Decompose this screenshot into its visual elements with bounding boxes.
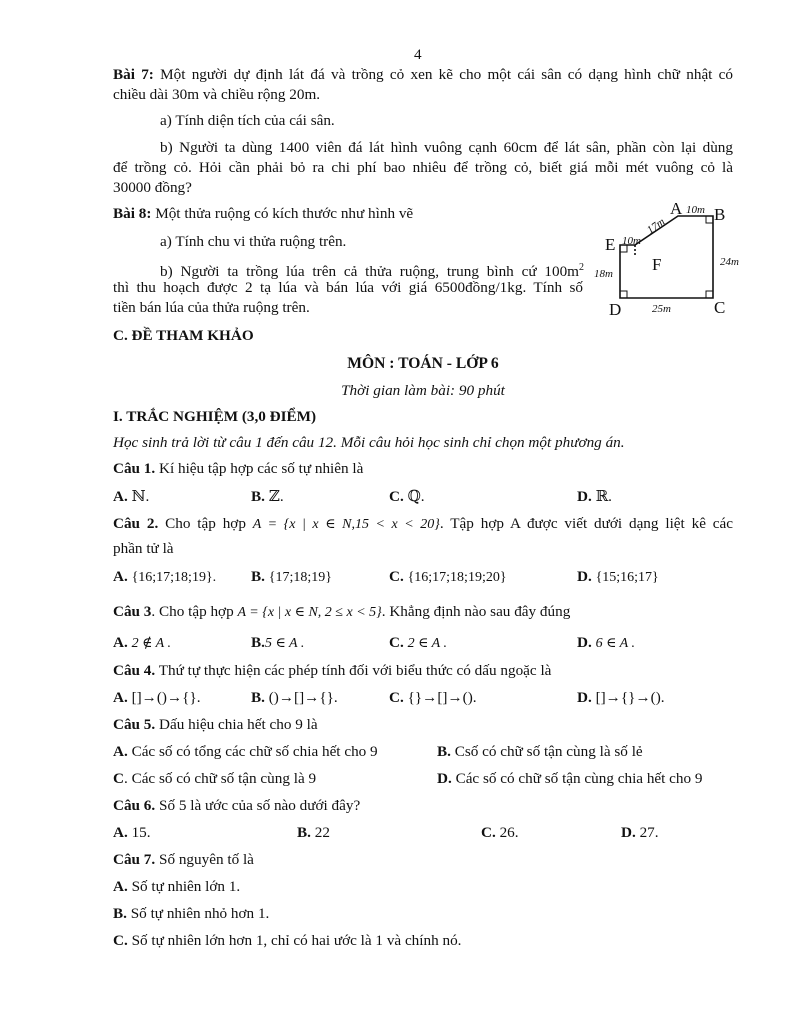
bai7-text-1: Một người dự định lát đá và trồng cỏ xen kẽ cho một cái sân có dạng hình chữ nhật có: [160, 66, 733, 83]
q3-text-pre: . Cho tập hợp: [151, 603, 234, 620]
q4-d-text: []→{}→().: [595, 689, 665, 706]
q2-text-post: . Tập hợp A được viết dưới dạng liệt kê các: [439, 515, 734, 532]
corner-b: [706, 216, 713, 223]
q6-text: Số 5 là ước của số nào dưới đây?: [159, 797, 361, 814]
bai7-label: Bài 7:: [113, 66, 154, 83]
q7-stem: [113, 851, 254, 869]
q3-d-text: 6 ∈ A .: [595, 636, 635, 651]
q4-c-label: C.: [389, 689, 404, 706]
q6-option-b: [297, 824, 330, 842]
q7-label: Câu 7.: [113, 851, 156, 868]
q4-option-d: [577, 689, 665, 707]
bai8-b-2: thì thu hoạch được 2 tạ lúa và bán lúa với giá 6500đồng/1kg. Tính số: [113, 279, 583, 296]
q6-d-text: 27.: [639, 824, 659, 841]
q1-d-label: D.: [577, 488, 592, 505]
point-e: E: [605, 235, 616, 254]
bai8-b-1: [160, 259, 584, 281]
q1-d-text: ℝ.: [595, 488, 612, 505]
q4-option-c: [389, 689, 477, 707]
point-a: A: [670, 199, 683, 218]
q7-option-b: [113, 905, 269, 923]
q3-option-a: [113, 634, 171, 653]
q2-option-c: [389, 568, 507, 587]
q6-option-d: [621, 824, 659, 842]
q6-c-label: C.: [481, 824, 496, 841]
corner-c: [706, 291, 713, 298]
q1-label: Câu 1.: [113, 460, 156, 477]
bai7-b-3: 30000 đồng?: [113, 179, 192, 196]
q4-a-label: A.: [113, 689, 128, 706]
q7-b-label: B.: [113, 905, 127, 922]
q6-stem: [113, 797, 360, 815]
bai8-b-3: tiền bán lúa của thửa ruộng trên.: [113, 299, 310, 316]
page-number: 4: [414, 46, 422, 63]
q2-a-text: {16;17;18;19}.: [131, 570, 217, 585]
q7-option-a: [113, 878, 240, 896]
q2-d-text: {15;16;17}: [595, 570, 659, 585]
q1-option-a: [113, 488, 149, 506]
q3-a-label: A.: [113, 634, 128, 651]
label-dc: 25m: [652, 303, 671, 315]
q4-a-text: []→()→{}.: [131, 689, 201, 706]
q7-a-text: Số tự nhiên lớn 1.: [131, 878, 241, 895]
point-c: C: [714, 298, 726, 317]
q5-b-text: Csố có chữ số tận cùng là số lẻ: [454, 743, 643, 760]
q5-option-d: [437, 770, 703, 788]
q3-d-label: D.: [577, 634, 592, 651]
q3-option-d: [577, 634, 635, 653]
q1-a-text: ℕ.: [131, 488, 150, 505]
label-bc: 24m: [720, 256, 739, 268]
q6-b-text: 22: [314, 824, 330, 841]
point-d: D: [609, 300, 622, 319]
q1-text: Kí hiệu tập hợp các số tự nhiên là: [159, 460, 364, 477]
field-outline: [620, 216, 713, 298]
q5-d-text: Các số có chữ số tận cùng chia hết cho 9: [455, 770, 703, 787]
bai8-b-1-sup: 2: [579, 262, 584, 273]
q2-option-a: [113, 568, 216, 587]
q4-label: Câu 4.: [113, 662, 156, 679]
bai7-a: a) Tính diện tích của cái sân.: [160, 112, 335, 129]
q6-a-text: 15.: [131, 824, 151, 841]
label-ed: 18m: [594, 268, 613, 280]
q7-c-label: C.: [113, 932, 128, 949]
q5-c-label: C: [113, 770, 124, 787]
q3-option-c: [389, 634, 447, 653]
q2-b-label: B.: [251, 568, 265, 585]
bai8-a: a) Tính chu vi thửa ruộng trên.: [160, 233, 347, 250]
q3-stem: [113, 603, 570, 622]
q5-option-b: [437, 743, 643, 761]
q4-stem: [113, 662, 551, 680]
q1-c-text: ℚ.: [407, 488, 425, 505]
part1-instruction: Học sinh trả lời từ câu 1 đến câu 12. Mỗi câu hỏi học sinh chỉ chọn một phương án.: [113, 434, 625, 451]
q3-b-label: B.: [251, 634, 265, 651]
q6-d-label: D.: [621, 824, 636, 841]
section-c-title: C. ĐỀ THAM KHẢO: [113, 327, 254, 344]
corner-d: [620, 291, 627, 298]
bai7-line-2: chiều dài 30m và chiều rộng 20m.: [113, 86, 321, 103]
q3-c-text: 2 ∈ A .: [407, 636, 447, 651]
q7-text: Số nguyên tố là: [159, 851, 254, 868]
q2-option-b: [251, 568, 332, 587]
q3-set: A = {x | x ∈ N, 2 ≤ x < 5}: [237, 605, 382, 620]
q7-c-text: Số tự nhiên lớn hơn 1, chỉ có hai ước là 1 và chính nó.: [131, 932, 462, 949]
q2-stem: [113, 515, 733, 534]
q1-c-label: C.: [389, 488, 404, 505]
q4-b-text: ()→[]→{}.: [268, 689, 338, 706]
q4-text: Thứ tự thực hiện các phép tính đối với biểu thức có dấu ngoặc là: [158, 662, 552, 679]
q3-a-text: 2 ∉ A .: [131, 636, 171, 651]
exam-time: Thời gian làm bài: 90 phút: [341, 382, 505, 399]
q5-label: Câu 5.: [113, 716, 156, 733]
q7-b-text: Số tự nhiên nhỏ hơn 1.: [130, 905, 270, 922]
q3-b-text: 5 ∈ A .: [264, 636, 305, 651]
q3-option-b: [251, 634, 304, 653]
q5-text: Dấu hiệu chia hết cho 9 là: [159, 716, 318, 733]
q2-stem-2: phần tử là: [113, 540, 174, 557]
q4-b-label: B.: [251, 689, 265, 706]
q2-a-label: A.: [113, 568, 128, 585]
label-ef: 10m: [622, 235, 641, 247]
q1-option-b: [251, 488, 284, 506]
q4-d-label: D.: [577, 689, 592, 706]
bai8-line-1: [113, 205, 413, 223]
q5-a-text: Các số có tổng các chữ số chia hết cho 9: [131, 743, 378, 760]
bai8-text: Một thửa ruộng có kích thước như hình vẽ: [155, 205, 414, 222]
q5-b-label: B.: [437, 743, 451, 760]
q2-label: Câu 2.: [113, 515, 159, 532]
q5-option-c: [113, 770, 316, 788]
q2-c-label: C.: [389, 568, 404, 585]
q3-c-label: C.: [389, 634, 404, 651]
q5-a-label: A.: [113, 743, 128, 760]
q2-b-text: {17;18;19}: [268, 570, 332, 585]
point-f: F: [652, 255, 662, 274]
q5-d-label: D.: [437, 770, 452, 787]
q6-a-label: A.: [113, 824, 128, 841]
q1-option-c: [389, 488, 425, 506]
bai7-b-2: để trồng cỏ. Hỏi cần phải bỏ ra chi phí bao nhiêu để trồng cỏ, biết giá mỗi mét vuông cỏ là: [113, 159, 733, 176]
exam-title: MÔN : TOÁN - LỚP 6: [347, 355, 499, 372]
q5-stem: [113, 716, 318, 734]
bai8-label: Bài 8:: [113, 205, 152, 222]
q1-a-label: A.: [113, 488, 128, 505]
q5-c-text: . Các số có chữ số tận cùng là 9: [123, 770, 317, 787]
q2-option-d: [577, 568, 659, 587]
point-b: B: [714, 205, 726, 224]
q1-b-label: B.: [251, 488, 265, 505]
q6-label: Câu 6.: [113, 797, 156, 814]
q6-option-a: [113, 824, 151, 842]
q2-text-pre: Cho tập hợp: [165, 515, 246, 532]
q6-b-label: B.: [297, 824, 311, 841]
bai8-b-1-text: b) Người ta trồng lúa trên cả thửa ruộng, trung bình cứ 100m: [160, 263, 579, 281]
q7-option-c: [113, 932, 461, 950]
q1-stem: [113, 460, 363, 478]
q6-option-c: [481, 824, 519, 842]
q4-option-a: [113, 689, 201, 707]
part1-title: I. TRẮC NGHIỆM (3,0 ĐIỂM): [113, 408, 317, 425]
q3-label: Câu 3: [113, 603, 152, 620]
field-figure: [590, 198, 760, 323]
q2-set: A = {x | x ∈ N,15 < x < 20}: [252, 517, 440, 532]
bai7-line-1: [113, 66, 733, 84]
q2-d-label: D.: [577, 568, 592, 585]
q7-a-label: A.: [113, 878, 128, 895]
bai7-b-1: b) Người ta dùng 1400 viên đá lát hình vuông cạnh 60cm để lát sân, phần còn lại dùng: [160, 139, 733, 156]
q4-option-b: [251, 689, 338, 707]
label-ab: 10m: [686, 204, 705, 216]
label-ae: 17m: [644, 215, 668, 237]
q2-c-text: {16;17;18;19;20}: [407, 570, 507, 585]
q1-option-d: [577, 488, 612, 506]
q6-c-text: 26.: [499, 824, 519, 841]
q5-option-a: [113, 743, 378, 761]
q3-text-post: . Khẳng định nào sau đây đúng: [381, 603, 571, 620]
q1-b-text: ℤ.: [268, 488, 284, 505]
q4-c-text: {}→[]→().: [407, 689, 477, 706]
